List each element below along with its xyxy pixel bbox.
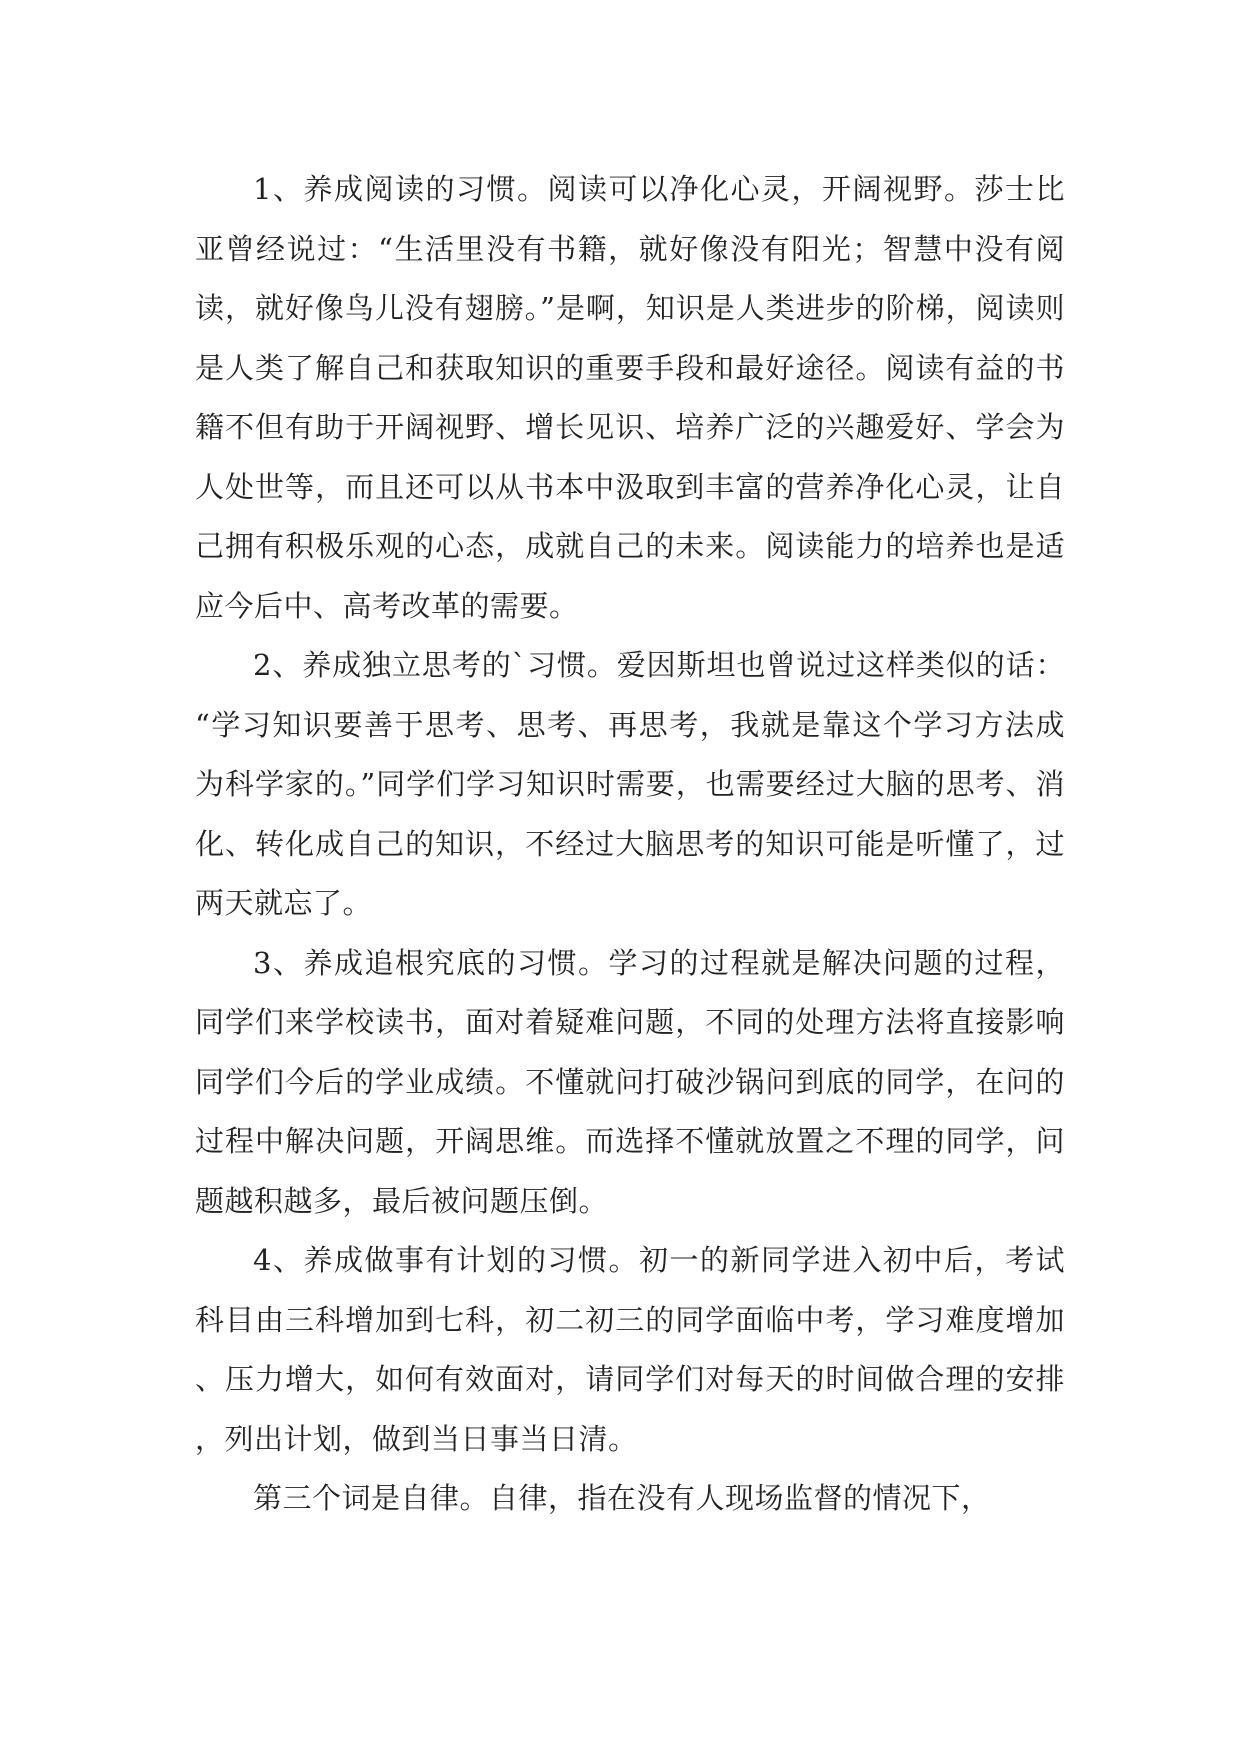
paragraph-reading-habit: 1、养成阅读的习惯。阅读可以净化心灵，开阔视野。莎士比亚曾经说过：“生活里没有书籍，就好像没有阳光；智慧中没有阅读，就好像鸟儿没有翅膀。”是啊，知识是人类进步的阶梯，阅读则是人类了解自己和获取知识的重要手段和最好途径。阅读有益的书籍不但有助于开阔视野、增长见识、培养广泛的兴趣爱好、学会为人处世等，而且还可以从书本中汲取到丰富的营养净化心灵，让自己拥有积极乐观的心态，成就自己的未来。阅读能力的培养也是适应今后中、高考改革的需要。 xyxy=(195,172,1065,623)
document-body xyxy=(195,160,1065,1529)
paragraph-independent-thinking: 2、养成独立思考的`习惯。爱因斯坦也曾说过这样类似的话：“学习知识要善于思考、思考、再思考，我就是靠这个学习方法成为科学家的。”同学们学习知识时需要，也需要经过大脑的思考、消化、转化成自己的知识，不经过大脑思考的知识可能是听懂了，过两天就忘了。 xyxy=(195,648,1065,920)
paragraph-planning-habit: 4、养成做事有计划的习惯。初一的新同学进入初中后，考试科目由三科增加到七科，初二初三的同学面临中考，学习难度增加、压力增大，如何有效面对，请同学们对每天的时间做合理的安排，列出计划，做到当日事当日清。 xyxy=(195,1243,1065,1456)
paragraph-self-discipline: 第三个词是自律。自律，指在没有人现场监督的情况下， xyxy=(253,1481,991,1515)
paragraph-inquiry-habit: 3、养成追根究底的习惯。学习的过程就是解决问题的过程，同学们来学校读书，面对着疑难问题，不同的处理方法将直接影响同学们今后的学业成绩。不懂就问打破沙锅问到底的同学，在问的过程中解决问题，开阔思维。而选择不懂就放置之不理的同学，问题越积越多，最后被问题压倒。 xyxy=(195,945,1065,1218)
